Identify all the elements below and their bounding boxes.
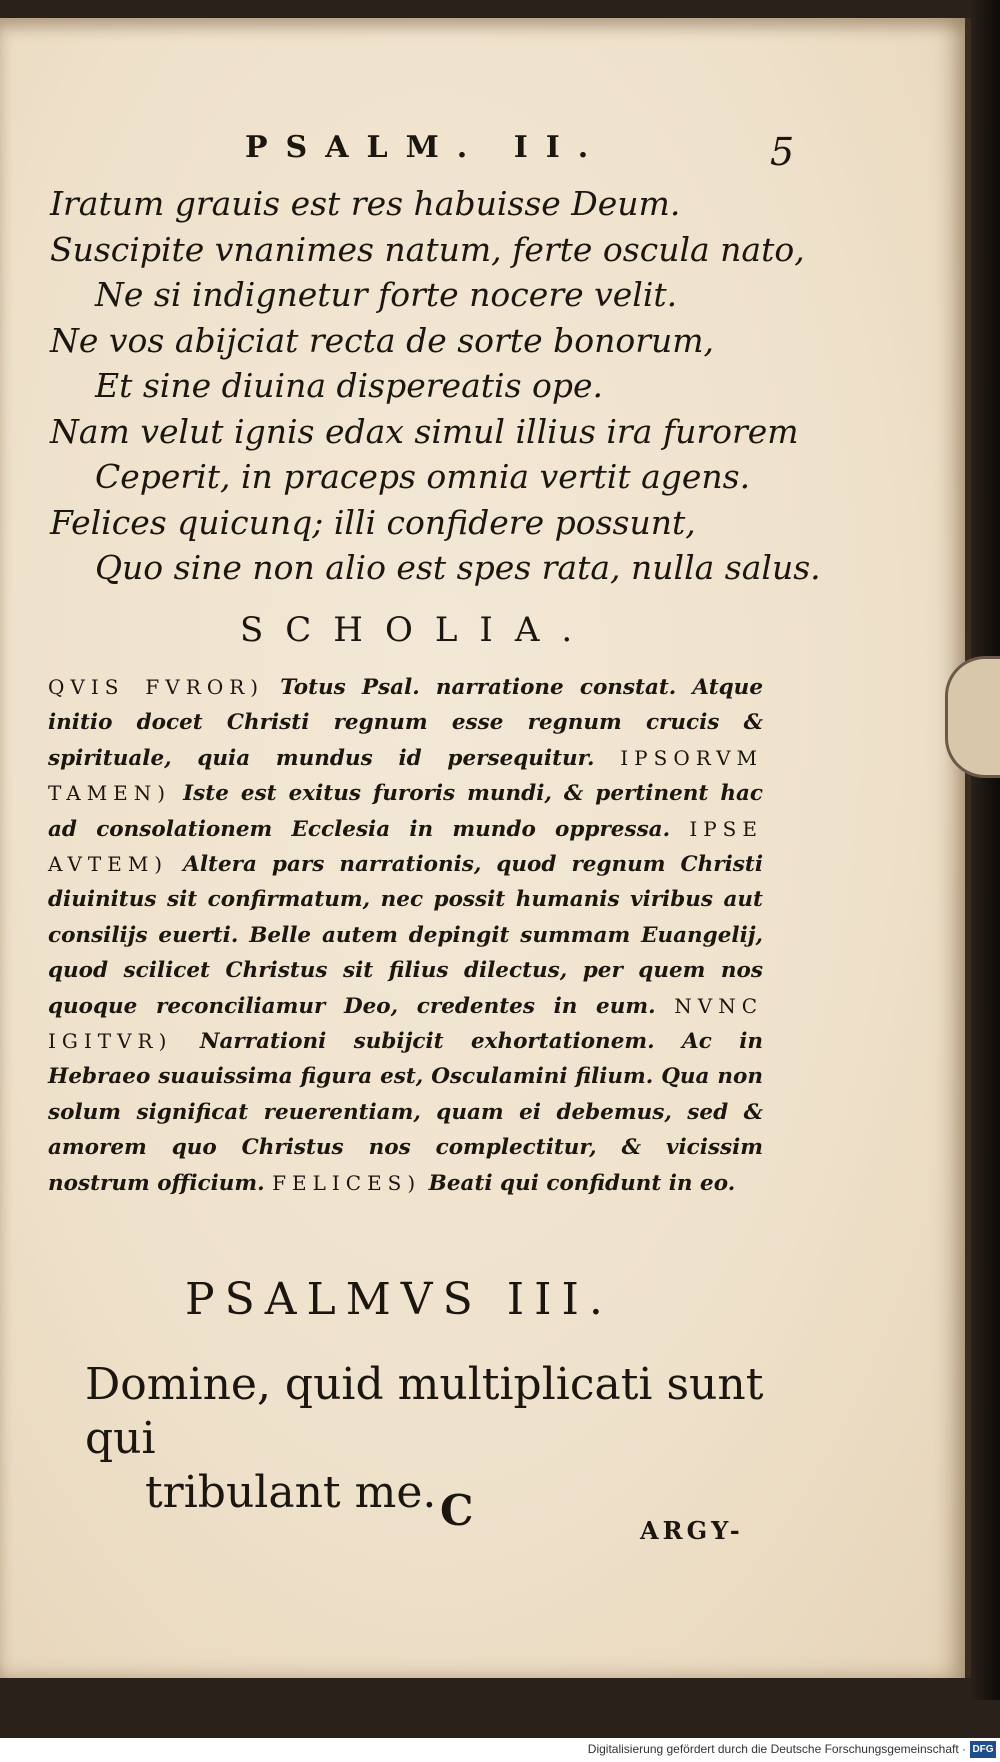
lemma: IPSE AVTEM) (48, 816, 763, 877)
verse-block (50, 181, 890, 591)
running-head: PSALM. II. (245, 130, 607, 165)
book-edge (968, 0, 1000, 1700)
commentary: Totus Psal. narratione constat. Atque initio docet Christi regnum esse regnum crucis & spirituale, quia mundus id persequitur. (48, 675, 763, 771)
lemma: NVNC IGITVR) (48, 993, 763, 1054)
dfg-logo: DFG (970, 1741, 996, 1758)
verse-line: Nam velut ignis edax simul illius ira furorem (50, 411, 799, 451)
scholia-heading: SCHOLIA. (240, 610, 595, 650)
signature-mark: C (440, 1486, 474, 1535)
verse-line: Ne vos abijciat recta de sorte bonorum, (50, 320, 715, 360)
verse-line: Ne si indignetur forte nocere velit. (95, 275, 678, 314)
commentary: Altera pars narrationis, quod regnum Christi diuinitus sit confirmatum, nec possit humanis viribus aut consilijs euerti. Belle autem depingit summam Euangelij, quod scilicet Christus sit filius dilectus, per quem nos quoque reconciliamur Deo, credentes in eum. (48, 852, 763, 1019)
incipit-line: Domine, quid multiplicati sunt qui (85, 1359, 764, 1464)
book-page (0, 18, 971, 1678)
page-clip (945, 656, 1000, 778)
scholia-body (48, 670, 763, 1201)
verse-line: Suscipite vnanimes natum, ferte oscula nato, (50, 229, 805, 269)
verse-line: Quo sine non alio est spes rata, nulla salus. (95, 548, 821, 587)
page-number: 5 (770, 130, 795, 174)
footer-bar (0, 1738, 1000, 1762)
verse-line: Felices quicunq; illi confidere possunt, (50, 502, 696, 542)
lemma: QVIS FVROR) (48, 675, 265, 699)
psalm-title: PSALMVS III. (185, 1274, 613, 1325)
lemma: FELICES) (272, 1170, 422, 1195)
commentary: Narrationi subijcit exhortationem. Ac in Hebraeo suauissima figura est, Osculamini filium. Qua non solum significat reuerentiam, quam ei debemus, sed & amorem quo Christus nos complectitur, & vicissim nostrum officium. (48, 1029, 763, 1196)
scholia-paragraph (48, 670, 763, 1201)
verse-line: Iratum grauis est res habuisse Deum. (50, 184, 681, 223)
catchword: ARGY- (640, 1516, 744, 1545)
commentary: Beati qui confidunt in eo. (421, 1170, 736, 1196)
footer-credit: Digitalisierung gefördert durch die Deutsche Forschungsgemeinschaft · (587, 1742, 966, 1756)
verse-line: Et sine diuina dispereatis ope. (95, 366, 604, 405)
lemma: IPSORVM TAMEN) (48, 745, 763, 806)
verse-line: Ceperit, in praceps omnia vertit agens. (95, 457, 751, 496)
incipit-line: tribulant me. (145, 1467, 437, 1518)
commentary: Iste est exitus furoris mundi, & pertinent hac ad consolationem Ecclesia in mundo oppressa. (48, 781, 763, 842)
